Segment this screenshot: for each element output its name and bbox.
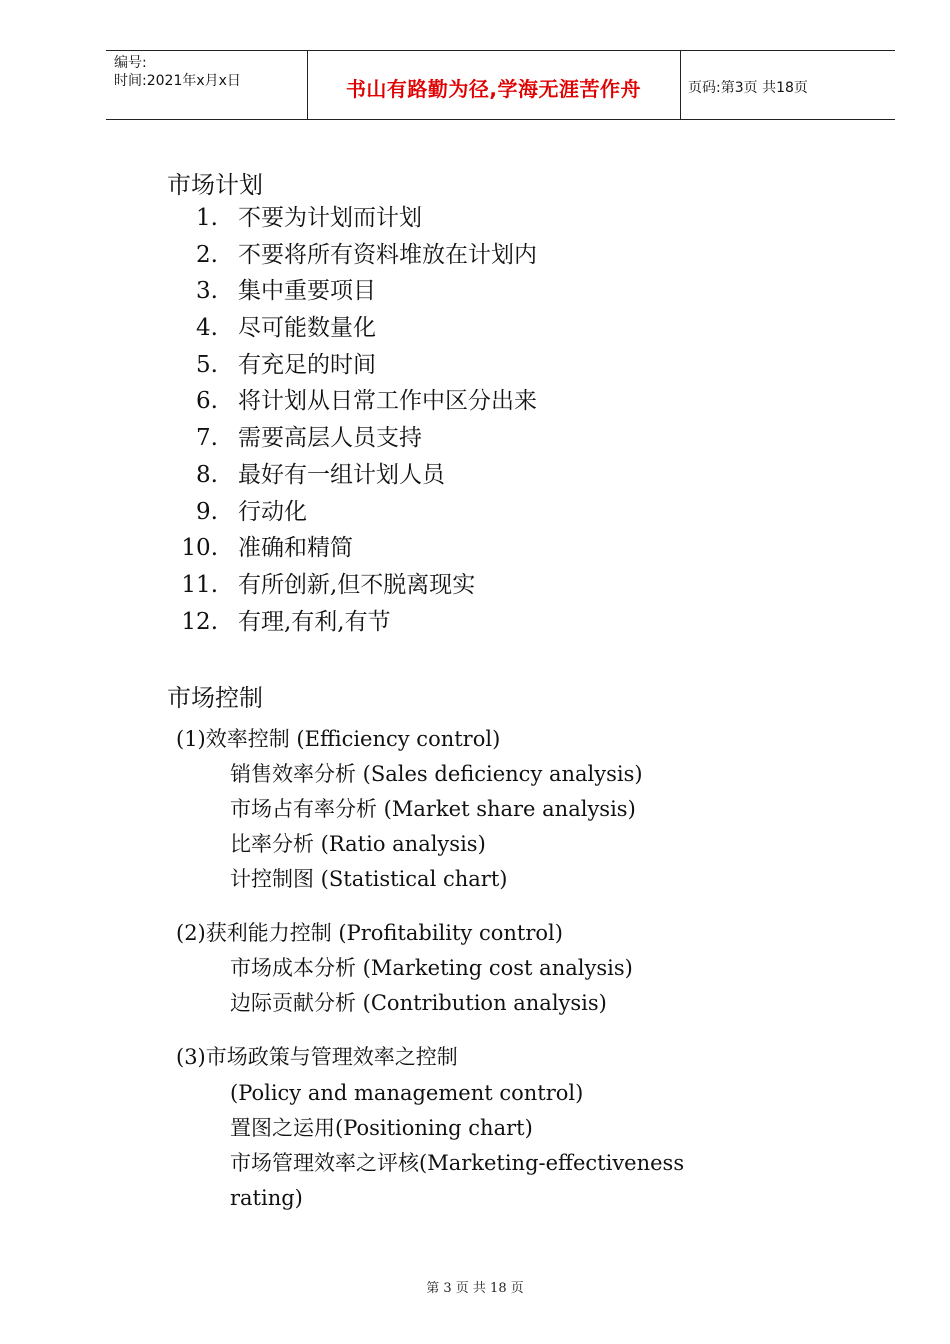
list-item — [168, 347, 688, 384]
item-text: 尽可能数量化 — [238, 315, 376, 342]
list-item — [168, 604, 688, 641]
control-section-heading: (1)效率控制 (Efficiency control) — [176, 727, 501, 751]
control-item: 边际贡献分析 (Contribution analysis) — [230, 991, 607, 1015]
list-item — [168, 383, 688, 420]
header-time-label: 时间:2021年x月x日 — [114, 73, 241, 89]
item-number: 5. — [196, 351, 218, 378]
item-number: 6. — [196, 388, 218, 415]
control-item: (Policy and management control) — [230, 1081, 584, 1105]
item-number: 12. — [181, 608, 218, 635]
header-page-info: 页码:第3页 共18页 — [688, 80, 808, 96]
plan-list — [168, 200, 688, 640]
control-section-heading: (3)市场政策与管理效率之控制 — [176, 1045, 458, 1069]
item-number: 11. — [181, 571, 218, 598]
item-text: 集中重要项目 — [238, 278, 376, 305]
header-divider-right — [680, 51, 681, 119]
header-meta — [114, 54, 241, 90]
control-item: 市场占有率分析 (Market share analysis) — [230, 797, 636, 821]
list-item — [168, 273, 688, 310]
control-item: 销售效率分析 (Sales deficiency analysis) — [230, 762, 643, 786]
control-item: 市场管理效率之评核(Marketing-effectiveness — [230, 1151, 685, 1175]
list-item — [168, 237, 688, 274]
control-item: 置图之运用(Positioning chart) — [230, 1116, 533, 1140]
control-item: 比率分析 (Ratio analysis) — [230, 832, 486, 856]
control-item: rating) — [230, 1186, 303, 1210]
item-number: 1. — [196, 205, 218, 231]
item-number: 9. — [196, 498, 218, 525]
item-text: 有充足的时间 — [238, 351, 376, 378]
list-item — [168, 530, 688, 567]
header-code-label: 编号: — [114, 55, 147, 71]
item-number: 8. — [196, 461, 218, 488]
item-number: 2. — [196, 241, 218, 268]
item-number: 3. — [196, 278, 218, 305]
item-text: 将计划从日常工作中区分出来 — [238, 388, 537, 415]
item-text: 准确和精简 — [238, 535, 353, 562]
item-text: 最好有一组计划人员 — [238, 461, 445, 488]
item-number: 7. — [196, 425, 218, 452]
item-number: 4. — [196, 315, 218, 342]
list-item — [168, 494, 688, 531]
list-item — [168, 200, 688, 237]
control-section-heading: (2)获利能力控制 (Profitability control) — [176, 921, 563, 945]
item-text: 有理,有利,有节 — [238, 608, 391, 635]
page-header — [106, 50, 895, 120]
control-item: 计控制图 (Statistical chart) — [230, 867, 508, 891]
list-item — [168, 420, 688, 457]
list-item — [168, 567, 688, 604]
item-text: 不要为计划而计划 — [238, 205, 422, 231]
item-text: 不要将所有资料堆放在计划内 — [238, 241, 537, 268]
control-item: 市场成本分析 (Marketing cost analysis) — [230, 956, 633, 980]
header-motto: 书山有路勤为径,学海无涯苦作舟 — [345, 77, 642, 101]
plan-title: 市场计划 — [167, 171, 263, 199]
list-item — [168, 310, 688, 347]
item-number: 10. — [181, 535, 218, 562]
list-item — [168, 457, 688, 494]
item-text: 有所创新,但不脱离现实 — [238, 571, 476, 598]
item-text: 行动化 — [238, 498, 307, 525]
page-footer: 第 3 页 共 18 页 — [426, 1281, 524, 1296]
control-title: 市场控制 — [167, 684, 263, 712]
item-text: 需要高层人员支持 — [238, 425, 422, 452]
